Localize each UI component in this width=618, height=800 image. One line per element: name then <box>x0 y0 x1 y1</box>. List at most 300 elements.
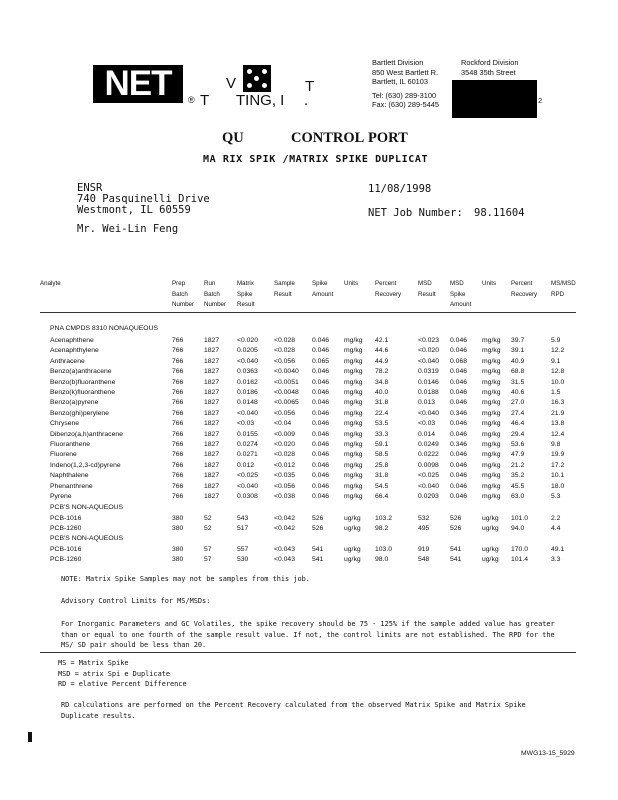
table-cell: 0.046 <box>450 461 468 469</box>
table-cell: 526 <box>312 525 324 533</box>
table-cell: 2.2 <box>551 515 561 522</box>
table-cell: 0.046 <box>312 451 330 459</box>
letterhead-fragment-ting: TING, I <box>236 92 285 109</box>
table-cell: 5.9 <box>551 337 561 344</box>
table-cell: 0.0222 <box>418 451 439 459</box>
table-cell: 12.8 <box>551 368 565 376</box>
table-cell: ug/kg <box>482 515 499 522</box>
table-cell: <0.056 <box>274 409 295 417</box>
table-cell: <0.020 <box>418 347 439 355</box>
calculation-note <box>61 700 526 721</box>
title-control: CONTROL <box>291 130 365 146</box>
advisory-line: For Inorganic Parameters and GC Volatiles, the spike recovery should be 75 - 125% if the sample added value has greater <box>61 620 555 628</box>
document-id: MWG13-15_5929 <box>521 750 575 757</box>
column-header <box>482 279 496 290</box>
table-cell: <0.040 <box>237 357 258 365</box>
letterhead-fragment-tm: T <box>305 78 315 95</box>
column-header-line: Spike <box>450 290 466 298</box>
column-header <box>204 279 226 311</box>
table-cell: mg/kg <box>344 420 363 428</box>
table-cell: 18.0 <box>551 482 565 490</box>
table-cell: 0.046 <box>450 347 468 355</box>
analyte-cell: PCB-1016 <box>50 546 82 553</box>
section-pna: PNA CMPDS 8310 NONAQUEOUS <box>50 325 159 332</box>
table-cell: 39.7 <box>511 337 525 344</box>
title-port: PORT <box>368 130 408 146</box>
table-cell: 543 <box>237 515 249 522</box>
table-cell: <0.03 <box>418 420 436 428</box>
table-cell: 0.046 <box>312 461 330 469</box>
advisory-line: than or equal to one fourth of the sample result value. If not, the control limits are not established. The RPD for the <box>61 630 555 639</box>
table-cell: mg/kg <box>482 347 501 355</box>
table-cell: 16.3 <box>551 399 565 407</box>
table-cell: <0.0040 <box>274 368 299 376</box>
page-mark <box>28 732 32 742</box>
table-cell: 94.0 <box>511 525 525 533</box>
title-qu: QU <box>222 130 244 146</box>
column-header-line: Run <box>204 280 216 287</box>
advisory-line: MS/ SD pair should be less than 20. <box>61 641 207 649</box>
table-cell: 0.046 <box>450 399 468 407</box>
table-cell: 1827 <box>204 430 220 438</box>
table-cell: 3.3 <box>551 556 561 564</box>
table-cell: 29.4 <box>511 430 525 438</box>
table-cell: 1827 <box>204 389 220 396</box>
table-cell: 0.046 <box>312 482 330 490</box>
table-cell: 1827 <box>204 482 220 490</box>
table-cell: 31.8 <box>375 472 389 480</box>
table-cell: 1827 <box>204 441 220 448</box>
column-header-line: Result <box>237 301 255 309</box>
job-number-label: NET Job Number: <box>368 207 463 219</box>
table-cell: 78.2 <box>375 368 389 376</box>
column-header-line: Batch <box>172 290 188 298</box>
column-header-line: Result <box>418 290 436 298</box>
table-cell: 1827 <box>204 420 220 428</box>
table-cell: 40.0 <box>375 389 389 396</box>
calc-line: Duplicate results. <box>61 711 136 720</box>
column-header-line: Sample <box>274 280 295 287</box>
table-cell: 0.014 <box>418 430 436 438</box>
table-cell: <0.0051 <box>274 378 299 386</box>
table-cell: 766 <box>172 389 184 396</box>
rockford-fragment: 2 <box>538 96 543 105</box>
table-cell: 526 <box>450 525 462 533</box>
table-cell: ug/kg <box>482 546 499 553</box>
table-cell: 33.3 <box>375 430 389 438</box>
column-header-line: Number <box>204 301 227 309</box>
calc-line: RD calculations are performed on the Percent Recovery calculated from the observed Matrix Spike and Matrix Spike <box>61 701 526 709</box>
analyte-cell: Fluoranthene <box>50 441 91 448</box>
table-cell: 10.0 <box>551 378 565 386</box>
table-cell: mg/kg <box>482 399 501 407</box>
table-cell: 44.6 <box>375 347 389 355</box>
table-cell: mg/kg <box>482 357 501 365</box>
table-cell: 31.5 <box>511 378 525 386</box>
table-cell: <0.03 <box>237 420 255 428</box>
notes-divider <box>40 652 576 653</box>
table-cell: <0.023 <box>418 337 439 344</box>
table-cell: 0.0308 <box>237 493 258 500</box>
table-cell: 0.046 <box>450 368 468 376</box>
table-cell: 557 <box>237 546 249 553</box>
table-cell: 0.046 <box>312 430 330 438</box>
column-header <box>418 279 436 300</box>
table-cell: 1827 <box>204 461 220 469</box>
bartlett-line: Bartlett, IL 60103 <box>372 77 429 87</box>
table-cell: 766 <box>172 472 184 480</box>
column-header-line: Amount <box>450 301 472 309</box>
table-cell: 53.5 <box>375 420 389 428</box>
redaction-block <box>452 80 537 118</box>
table-cell: <0.020 <box>274 441 295 448</box>
table-cell: 0.013 <box>418 399 436 407</box>
table-cell: 541 <box>450 556 462 564</box>
table-cell: 21.2 <box>511 461 525 469</box>
table-cell: 1827 <box>204 347 220 355</box>
table-cell: mg/kg <box>482 430 501 438</box>
table-cell: 517 <box>237 525 249 533</box>
table-cell: mg/kg <box>344 493 363 500</box>
column-header-line: Result <box>274 290 292 298</box>
table-cell: <0.042 <box>274 515 295 522</box>
legend-line: MS = Matrix Spike <box>58 659 129 667</box>
table-cell: <0.040 <box>418 357 439 365</box>
table-cell: <0.028 <box>274 337 295 344</box>
analyte-cell: Naphthalene <box>50 472 89 480</box>
analyte-cell: Benzo(b)fluoranthene <box>50 378 116 386</box>
bartlett-line: 850 West Bartlett R. <box>372 67 438 77</box>
column-header-line: Spike <box>237 290 253 298</box>
table-cell: 39.1 <box>511 347 525 355</box>
table-cell: 0.0146 <box>418 378 439 386</box>
table-cell: mg/kg <box>344 389 363 396</box>
table-cell: 101.4 <box>511 556 529 564</box>
table-cell: 0.046 <box>450 472 468 480</box>
rockford-line: Rockford Division <box>461 58 519 67</box>
table-cell: 766 <box>172 430 184 438</box>
table-cell: 0.046 <box>450 420 468 428</box>
table-cell: 31.8 <box>375 399 389 407</box>
column-header-line: Percent <box>375 280 397 287</box>
table-cell: 380 <box>172 515 184 522</box>
table-cell: 495 <box>418 525 430 533</box>
table-cell: 103.0 <box>375 546 393 553</box>
table-cell: 766 <box>172 357 184 365</box>
table-cell: 170.0 <box>511 546 529 553</box>
table-cell: 0.046 <box>312 472 330 480</box>
table-cell: 0.046 <box>450 451 468 459</box>
table-cell: 0.346 <box>450 409 468 417</box>
column-header-line: MS/MSD <box>551 280 576 287</box>
analyte-cell: Anthracene <box>50 357 85 365</box>
analyte-cell: Pyrene <box>50 493 72 500</box>
table-cell: <0.040 <box>418 482 439 490</box>
table-cell: mg/kg <box>344 357 363 365</box>
table-cell: 766 <box>172 461 184 469</box>
table-cell: 0.0319 <box>418 368 439 376</box>
table-cell: 0.046 <box>312 409 330 417</box>
column-header-line: Matrix <box>237 280 254 287</box>
table-cell: <0.0065 <box>274 399 299 407</box>
analyte-cell: Benzo(k)fluoranthene <box>50 389 115 396</box>
analyte-cell: PCB-1260 <box>50 525 82 533</box>
table-cell: 0.046 <box>312 399 330 407</box>
table-cell: 380 <box>172 546 184 553</box>
table-cell: 0.046 <box>450 430 468 438</box>
table-cell: 526 <box>312 515 324 522</box>
table-cell: <0.0048 <box>274 389 299 396</box>
table-cell: 0.046 <box>450 493 468 500</box>
table-cell: 47.9 <box>511 451 525 459</box>
letterhead-fragment-v: V <box>226 75 237 92</box>
analyte-cell: Benzo(a)pyrene <box>50 399 99 407</box>
column-header <box>237 279 255 311</box>
table-cell: 0.046 <box>450 378 468 386</box>
table-cell: mg/kg <box>344 368 363 376</box>
column-header-line: Analyte <box>40 280 61 287</box>
table-cell: mg/kg <box>482 409 501 417</box>
table-cell: 526 <box>450 515 462 522</box>
rockford-line: 3548 35th Street <box>461 67 516 77</box>
table-cell: mg/kg <box>344 409 363 417</box>
table-cell: <0.038 <box>274 493 295 500</box>
analyte-cell: Benzo(ghi)perylene <box>50 409 109 417</box>
table-cell: 66.4 <box>375 493 389 500</box>
table-cell: 101.0 <box>511 515 529 522</box>
table-cell: 4.4 <box>551 525 561 533</box>
client-contact: Mr. Wei-Lin Feng <box>77 223 179 235</box>
table-cell: ug/kg <box>344 525 361 533</box>
table-cell: 27.0 <box>511 399 525 407</box>
table-cell: 380 <box>172 556 184 564</box>
table-cell: mg/kg <box>482 389 501 396</box>
letterhead-fragment-dot: . <box>304 92 309 109</box>
table-cell: 548 <box>418 556 430 564</box>
column-header <box>172 279 194 311</box>
table-cell: mg/kg <box>482 451 501 459</box>
table-cell: mg/kg <box>344 399 363 407</box>
table-cell: <0.042 <box>274 525 295 533</box>
table-cell: <0.040 <box>418 409 439 417</box>
table-cell: 0.0293 <box>418 493 439 500</box>
table-cell: 52 <box>204 515 212 522</box>
table-cell: 12.2 <box>551 347 565 355</box>
analyte-cell: Dibenzo(a,h)anthracene <box>50 430 123 438</box>
table-cell: 0.0249 <box>418 441 439 448</box>
analyte-cell: Phenanthrene <box>50 482 93 490</box>
client-address <box>77 183 210 216</box>
table-cell: <0.009 <box>274 430 295 438</box>
table-cell: 0.046 <box>312 378 330 386</box>
table-cell: 766 <box>172 420 184 428</box>
rockford-address <box>461 58 519 77</box>
table-cell: 0.046 <box>312 347 330 355</box>
table-cell: ug/kg <box>344 546 361 553</box>
table-cell: mg/kg <box>482 482 501 490</box>
analyte-cell: Chrysene <box>50 420 80 428</box>
client-line: 740 Pasquinelli Drive <box>77 193 210 205</box>
table-cell: mg/kg <box>482 420 501 428</box>
net-logo: NET <box>93 65 183 103</box>
table-cell: 919 <box>418 546 430 553</box>
table-cell: mg/kg <box>344 378 363 386</box>
table-cell: 57 <box>204 556 212 564</box>
table-cell: 0.046 <box>312 441 330 448</box>
table-cell: 766 <box>172 451 184 459</box>
table-cell: 10.1 <box>551 472 565 480</box>
table-cell: ug/kg <box>482 556 499 564</box>
table-cell: 1827 <box>204 368 220 376</box>
table-cell: 1827 <box>204 399 220 407</box>
report-date: 11/08/1998 <box>368 183 432 195</box>
client-line: Westmont, IL 60559 <box>77 204 191 216</box>
table-cell: 22.4 <box>375 409 389 417</box>
section-pcb-1: PCB'S NON-AQUEOUS <box>50 504 124 511</box>
table-cell: 0.0155 <box>237 430 258 438</box>
analyte-cell: Acenaphthylene <box>50 347 99 355</box>
table-cell: <0.056 <box>274 482 295 490</box>
table-cell: 98.2 <box>375 525 389 533</box>
table-cell: <0.025 <box>237 472 258 480</box>
analyte-cell: Fluorene <box>50 451 77 459</box>
table-cell: mg/kg <box>344 337 363 344</box>
table-cell: mg/kg <box>344 472 363 480</box>
table-cell: 52 <box>204 525 212 533</box>
table-cell: 44.9 <box>375 357 389 365</box>
table-cell: 25.8 <box>375 461 389 469</box>
column-header-line: Percent <box>511 280 533 287</box>
analyte-cell: Benzo(a)anthracene <box>50 368 112 376</box>
table-cell: 9.1 <box>551 357 561 365</box>
table-cell: <0.040 <box>237 482 258 490</box>
column-header-line: Units <box>344 280 359 287</box>
table-cell: mg/kg <box>344 482 363 490</box>
table-cell: 766 <box>172 378 184 386</box>
table-cell: 54.5 <box>375 482 389 490</box>
table-cell: mg/kg <box>344 451 363 459</box>
analyte-cell: Indeno(1,2,3-cd)pyrene <box>50 461 121 469</box>
table-cell: 1.5 <box>551 389 561 396</box>
table-cell: 766 <box>172 368 184 376</box>
column-header-line: Units <box>482 280 497 287</box>
table-cell: 0.012 <box>237 461 255 469</box>
table-cell: 53.6 <box>511 441 525 448</box>
table-cell: 19.9 <box>551 451 565 459</box>
advisory-paragraph <box>61 619 555 651</box>
table-cell: 541 <box>312 546 324 553</box>
table-cell: 49.1 <box>551 546 565 553</box>
registered-mark: ® <box>188 95 195 105</box>
table-cell: <0.028 <box>274 347 295 355</box>
letterhead-fragment-t: T <box>200 92 210 109</box>
advisory-heading: Advisory Control Limits for MS/MSDs: <box>61 597 211 605</box>
table-cell: <0.040 <box>237 409 258 417</box>
column-header-line: Prep <box>172 280 186 287</box>
table-cell: mg/kg <box>482 368 501 376</box>
table-cell: 40.9 <box>511 357 525 365</box>
table-cell: 0.046 <box>312 493 330 500</box>
bartlett-address <box>372 58 439 110</box>
table-cell: 0.046 <box>312 420 330 428</box>
table-cell: <0.043 <box>274 556 295 564</box>
table-cell: 0.0186 <box>237 389 258 396</box>
table-cell: 766 <box>172 399 184 407</box>
table-cell: 1827 <box>204 337 220 344</box>
table-cell: 766 <box>172 482 184 490</box>
table-cell: mg/kg <box>482 441 501 448</box>
table-cell: mg/kg <box>482 461 501 469</box>
table-cell: 34.8 <box>375 378 389 386</box>
table-cell: 13.8 <box>551 420 565 428</box>
table-cell: 0.0188 <box>418 389 439 396</box>
table-cell: mg/kg <box>482 472 501 480</box>
table-cell: 0.068 <box>450 357 468 365</box>
table-cell: 0.0271 <box>237 451 258 459</box>
section-pcb-2: PCB'S NON-AQUEOUS <box>50 535 124 542</box>
table-cell: <0.020 <box>237 337 258 344</box>
table-cell: 1827 <box>204 357 220 365</box>
table-cell: 766 <box>172 441 184 448</box>
table-cell: 0.346 <box>450 441 468 448</box>
table-cell: 35.2 <box>511 472 525 480</box>
table-cell: 103.2 <box>375 515 393 522</box>
table-cell: 12.4 <box>551 430 565 438</box>
table-cell: 9.8 <box>551 441 561 448</box>
column-header <box>344 279 358 290</box>
table-cell: 59.1 <box>375 441 389 448</box>
column-header-line: Recovery <box>511 290 538 298</box>
column-header <box>551 279 576 300</box>
column-header-line: RPD <box>551 290 565 298</box>
table-cell: 380 <box>172 525 184 533</box>
report-subtitle: MA RIX SPIK /MATRIX SPIKE DUPLICAT <box>203 154 429 165</box>
analyte-cell: PCB-1016 <box>50 515 82 522</box>
table-cell: 42.1 <box>375 337 389 344</box>
table-cell: 27.4 <box>511 409 525 417</box>
table-cell: 766 <box>172 409 184 417</box>
table-cell: 541 <box>312 556 324 564</box>
table-cell: <0.028 <box>274 451 295 459</box>
table-cell: 0.046 <box>450 389 468 396</box>
table-cell: 63.0 <box>511 493 525 500</box>
table-cell: 1827 <box>204 493 220 500</box>
table-cell: ug/kg <box>344 556 361 564</box>
column-header <box>511 279 537 300</box>
column-header-line: Recovery <box>375 290 402 298</box>
table-cell: 0.0098 <box>418 461 439 469</box>
table-cell: 0.065 <box>312 357 330 365</box>
table-cell: 0.046 <box>450 337 468 344</box>
table-cell: 1827 <box>204 409 220 417</box>
table-cell: 21.9 <box>551 409 565 417</box>
table-cell: 45.5 <box>511 482 525 490</box>
table-cell: 0.0205 <box>237 347 258 355</box>
table-cell: 17.2 <box>551 461 565 469</box>
table-cell: 766 <box>172 493 184 500</box>
table-cell: mg/kg <box>482 337 501 344</box>
table-cell: <0.04 <box>274 420 292 428</box>
table-cell: 1827 <box>204 472 220 480</box>
analyte-cell: PCB-1260 <box>50 556 82 564</box>
table-cell: 0.0363 <box>237 368 258 376</box>
table-cell: <0.056 <box>274 357 295 365</box>
table-cell: 0.046 <box>312 368 330 376</box>
table-cell: 0.0148 <box>237 399 258 407</box>
table-cell: 46.4 <box>511 420 525 428</box>
table-cell: ug/kg <box>482 525 499 533</box>
column-header <box>450 279 471 311</box>
